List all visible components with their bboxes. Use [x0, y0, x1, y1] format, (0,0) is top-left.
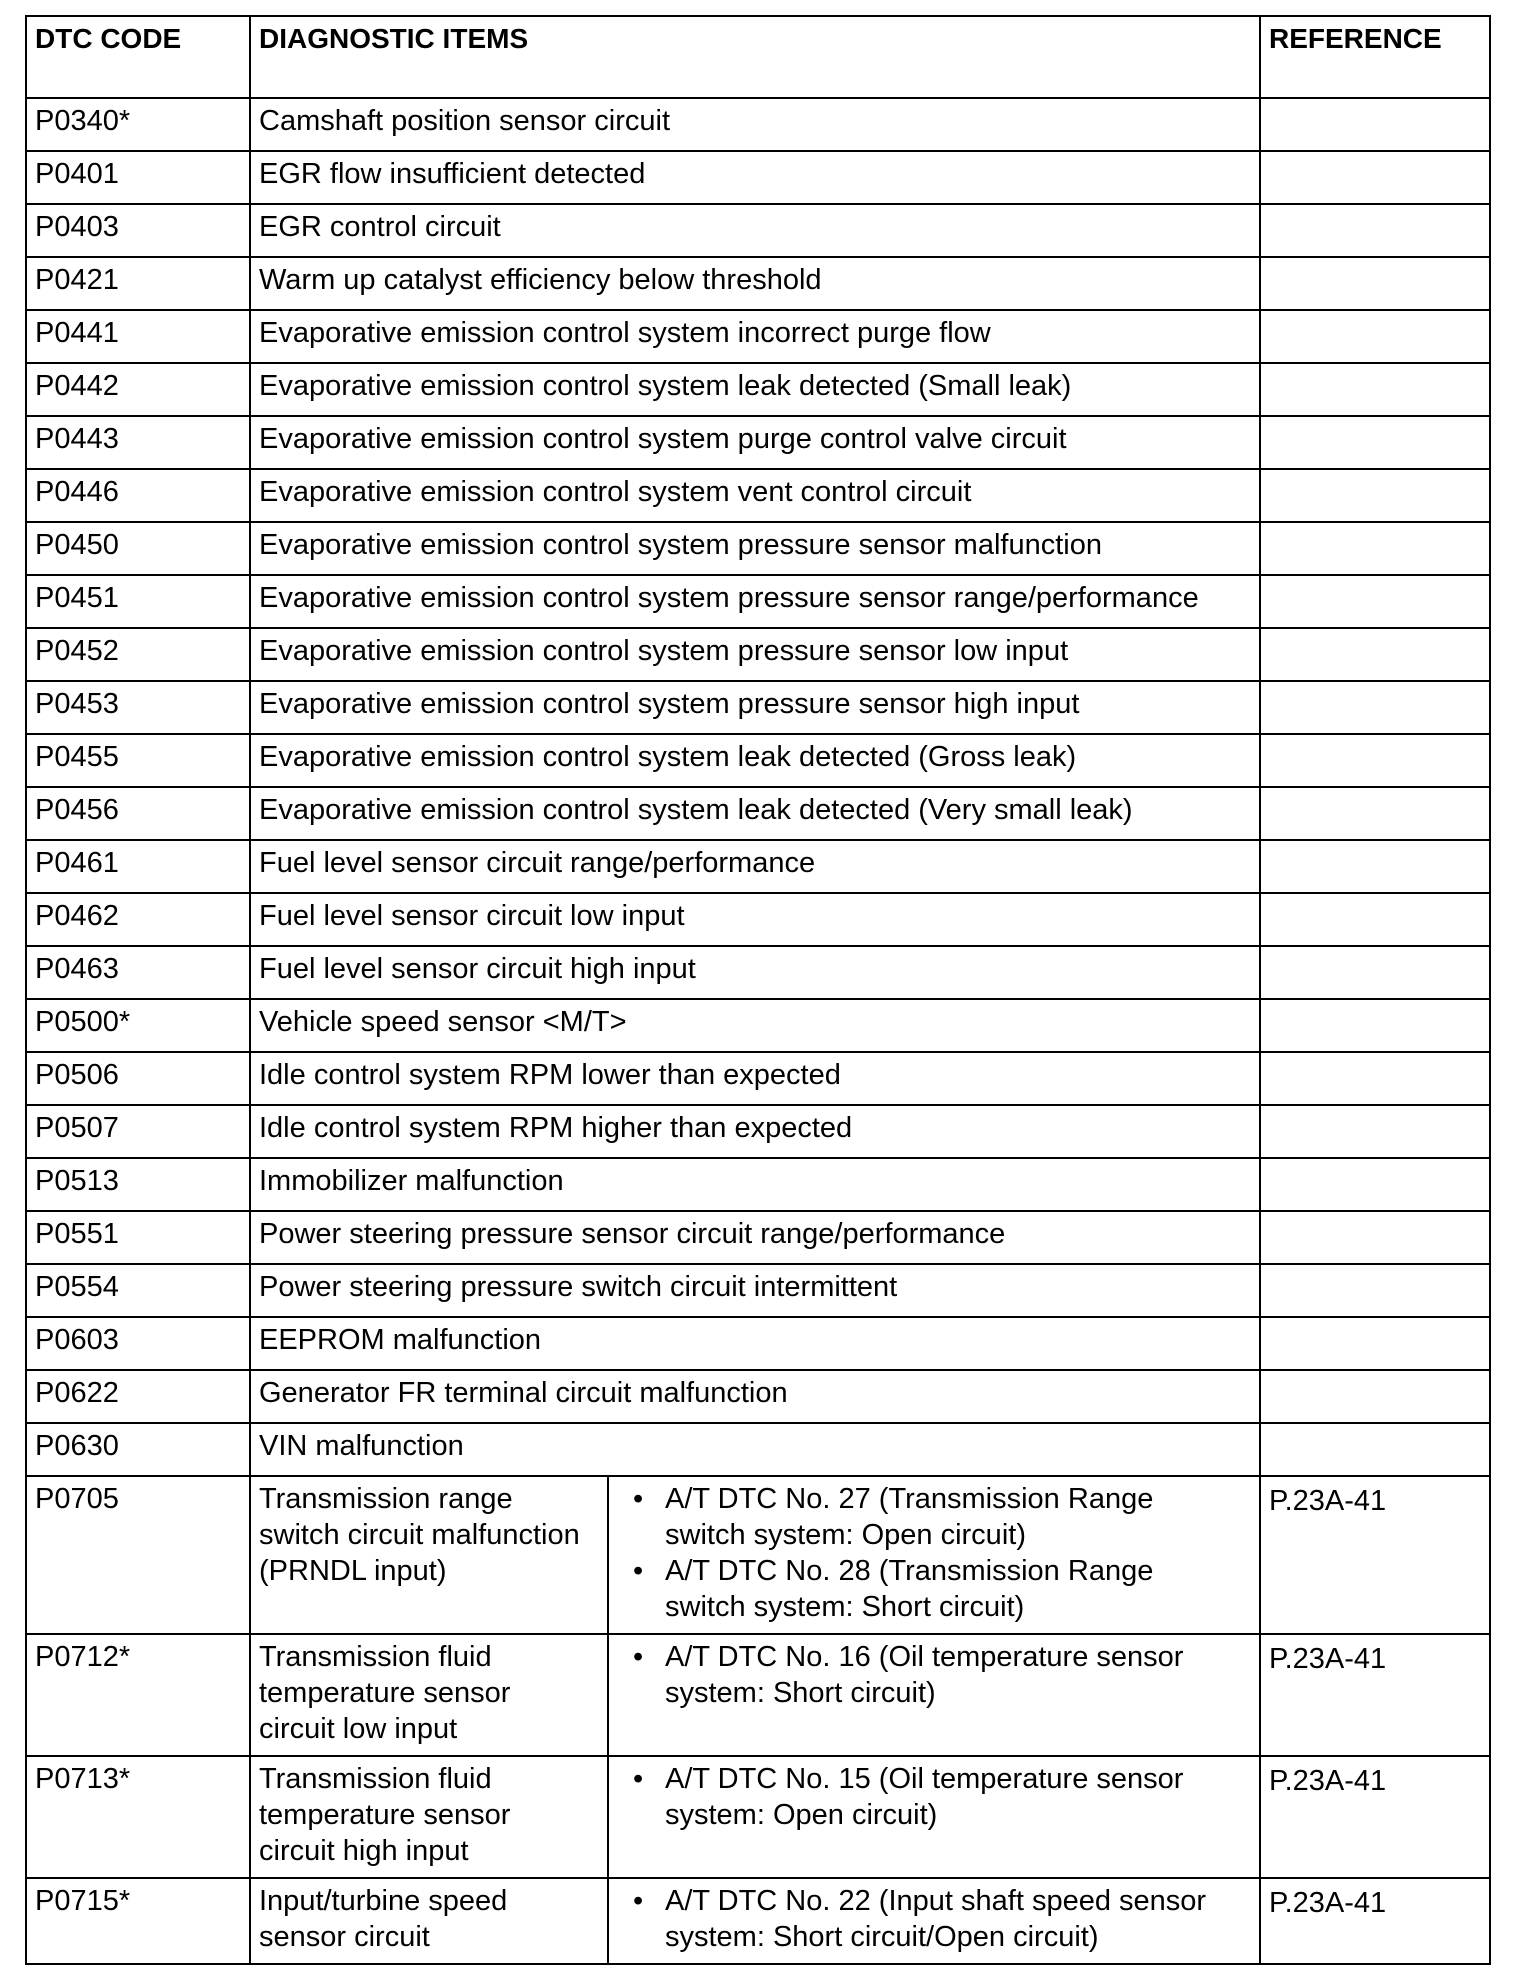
table-row — [26, 469, 1490, 522]
dtc-code-cell: P0705 — [26, 1476, 250, 1634]
table-row — [26, 1317, 1490, 1370]
table-row — [26, 257, 1490, 310]
dtc-code-cell: P0500* — [26, 999, 250, 1052]
dtc-code-cell: P0513 — [26, 1158, 250, 1211]
diagnostic-item-cell — [250, 1756, 608, 1878]
table-row — [26, 1211, 1490, 1264]
item-line: temperature sensor — [259, 1677, 511, 1709]
note-item — [617, 1553, 1251, 1625]
diagnostic-item-cell: Power steering pressure switch circuit intermittent — [250, 1264, 1260, 1317]
note-line: A/T DTC No. 16 (Oil temperature sensor — [665, 1641, 1184, 1673]
note-item — [617, 1639, 1251, 1711]
reference-cell — [1260, 1264, 1490, 1317]
diagnostic-item-cell: EGR flow insufficient detected — [250, 151, 1260, 204]
table-row — [26, 1756, 1490, 1878]
diagnostic-item-cell: Fuel level sensor circuit low input — [250, 893, 1260, 946]
table-row — [26, 1052, 1490, 1105]
note-item — [617, 1761, 1251, 1833]
table-row — [26, 522, 1490, 575]
table-row — [26, 98, 1490, 151]
note-line: switch system: Short circuit) — [665, 1591, 1025, 1623]
reference-cell — [1260, 1370, 1490, 1423]
diagnostic-item-cell: Idle control system RPM higher than expected — [250, 1105, 1260, 1158]
reference-cell — [1260, 1317, 1490, 1370]
header-diagnostic-items: DIAGNOSTIC ITEMS — [250, 16, 1260, 98]
at-dtc-notes — [617, 1883, 1251, 1955]
at-dtc-notes — [617, 1761, 1251, 1833]
reference-cell — [1260, 734, 1490, 787]
bullet-icon: • — [633, 1885, 644, 1917]
diagnostic-item-cell: Vehicle speed sensor <M/T> — [250, 999, 1260, 1052]
table-row — [26, 946, 1490, 999]
header-row — [26, 16, 1490, 98]
table-row — [26, 204, 1490, 257]
diagnostic-item-cell: Idle control system RPM lower than expected — [250, 1052, 1260, 1105]
reference-cell — [1260, 628, 1490, 681]
table-row — [26, 1878, 1490, 1964]
table-row — [26, 1476, 1490, 1634]
table-row — [26, 787, 1490, 840]
reference-cell — [1260, 522, 1490, 575]
reference-cell — [1260, 840, 1490, 893]
table-row — [26, 1370, 1490, 1423]
table-row — [26, 575, 1490, 628]
reference-cell — [1260, 575, 1490, 628]
note-line: A/T DTC No. 15 (Oil temperature sensor — [665, 1763, 1184, 1795]
at-dtc-cell — [608, 1878, 1260, 1964]
dtc-code-cell: P0715* — [26, 1878, 250, 1964]
diagnostic-item-cell: EEPROM malfunction — [250, 1317, 1260, 1370]
dtc-code-cell: P0622 — [26, 1370, 250, 1423]
diagnostic-item-cell: Fuel level sensor circuit range/performance — [250, 840, 1260, 893]
reference-cell — [1260, 1158, 1490, 1211]
reference-cell: P.23A-41 — [1260, 1756, 1490, 1878]
diagnostic-item-cell: Evaporative emission control system leak detected (Gross leak) — [250, 734, 1260, 787]
item-line: Input/turbine speed — [259, 1885, 508, 1917]
dtc-code-cell: P0507 — [26, 1105, 250, 1158]
diagnostic-item-cell: Evaporative emission control system pressure sensor high input — [250, 681, 1260, 734]
reference-cell: P.23A-41 — [1260, 1634, 1490, 1756]
reference-cell: P.23A-41 — [1260, 1476, 1490, 1634]
diagnostic-item-cell: Evaporative emission control system leak detected (Small leak) — [250, 363, 1260, 416]
item-line: sensor circuit — [259, 1921, 430, 1953]
diagnostic-item-cell — [250, 1878, 608, 1964]
dtc-code-cell: P0451 — [26, 575, 250, 628]
bullet-icon: • — [633, 1763, 644, 1795]
dtc-code-cell: P0713* — [26, 1756, 250, 1878]
diagnostic-item-cell: Evaporative emission control system leak detected (Very small leak) — [250, 787, 1260, 840]
diagnostic-item-cell: VIN malfunction — [250, 1423, 1260, 1476]
reference-cell — [1260, 204, 1490, 257]
item-line: Transmission range — [259, 1483, 513, 1515]
note-item — [617, 1481, 1251, 1553]
item-line: circuit low input — [259, 1713, 458, 1745]
diagnostic-item-cell: Evaporative emission control system incorrect purge flow — [250, 310, 1260, 363]
item-line: (PRNDL input) — [259, 1555, 447, 1587]
item-line: temperature sensor — [259, 1799, 511, 1831]
dtc-code-cell: P0453 — [26, 681, 250, 734]
dtc-code-cell: P0455 — [26, 734, 250, 787]
reference-cell — [1260, 893, 1490, 946]
note-line: system: Open circuit) — [665, 1799, 938, 1831]
table-row — [26, 1423, 1490, 1476]
dtc-code-cell: P0450 — [26, 522, 250, 575]
item-line: Transmission fluid — [259, 1763, 492, 1795]
diagnostic-item-cell: Camshaft position sensor circuit — [250, 98, 1260, 151]
table-row — [26, 1634, 1490, 1756]
table-row — [26, 1158, 1490, 1211]
reference-cell — [1260, 416, 1490, 469]
item-line: circuit high input — [259, 1835, 469, 1867]
diagnostic-item-cell: Immobilizer malfunction — [250, 1158, 1260, 1211]
table-row — [26, 893, 1490, 946]
table-row — [26, 310, 1490, 363]
diagnostic-item-cell: Evaporative emission control system pressure sensor malfunction — [250, 522, 1260, 575]
dtc-code-cell: P0551 — [26, 1211, 250, 1264]
at-dtc-notes — [617, 1481, 1251, 1625]
note-item — [617, 1883, 1251, 1955]
dtc-code-cell: P0452 — [26, 628, 250, 681]
diagnostic-item-cell — [250, 1634, 608, 1756]
diagnostic-item-cell: Evaporative emission control system purge control valve circuit — [250, 416, 1260, 469]
reference-cell — [1260, 1105, 1490, 1158]
dtc-code-cell: P0712* — [26, 1634, 250, 1756]
dtc-code-cell: P0630 — [26, 1423, 250, 1476]
reference-cell — [1260, 1211, 1490, 1264]
table-row — [26, 628, 1490, 681]
dtc-code-cell: P0442 — [26, 363, 250, 416]
dtc-code-cell: P0401 — [26, 151, 250, 204]
note-line: system: Short circuit/Open circuit) — [665, 1921, 1099, 1953]
table-row — [26, 840, 1490, 893]
note-line: A/T DTC No. 28 (Transmission Range — [665, 1555, 1154, 1587]
header-dtc-code: DTC CODE — [26, 16, 250, 98]
diagnostic-item-cell: Evaporative emission control system vent control circuit — [250, 469, 1260, 522]
dtc-code-cell: P0421 — [26, 257, 250, 310]
table-row — [26, 999, 1490, 1052]
reference-cell — [1260, 98, 1490, 151]
note-line: switch system: Open circuit) — [665, 1519, 1026, 1551]
dtc-code-cell: P0441 — [26, 310, 250, 363]
dtc-code-cell: P0403 — [26, 204, 250, 257]
note-line: A/T DTC No. 22 (Input shaft speed sensor — [665, 1885, 1207, 1917]
diagnostic-item-cell: Evaporative emission control system pressure sensor low input — [250, 628, 1260, 681]
note-line: A/T DTC No. 27 (Transmission Range — [665, 1483, 1154, 1515]
reference-cell: P.23A-41 — [1260, 1878, 1490, 1964]
bullet-icon: • — [633, 1555, 644, 1587]
dtc-code-cell: P0446 — [26, 469, 250, 522]
table-row — [26, 681, 1490, 734]
reference-cell — [1260, 363, 1490, 416]
at-dtc-cell — [608, 1756, 1260, 1878]
table-row — [26, 1264, 1490, 1317]
item-line: Transmission fluid — [259, 1641, 492, 1673]
dtc-code-cell: P0461 — [26, 840, 250, 893]
dtc-code-cell: P0603 — [26, 1317, 250, 1370]
reference-cell — [1260, 946, 1490, 999]
diagnostic-item-cell: Fuel level sensor circuit high input — [250, 946, 1260, 999]
reference-cell — [1260, 999, 1490, 1052]
dtc-code-cell: P0463 — [26, 946, 250, 999]
table-row — [26, 1105, 1490, 1158]
reference-cell — [1260, 257, 1490, 310]
dtc-code-cell: P0554 — [26, 1264, 250, 1317]
note-line: system: Short circuit) — [665, 1677, 936, 1709]
table-row — [26, 416, 1490, 469]
dtc-code-cell: P0443 — [26, 416, 250, 469]
reference-cell — [1260, 310, 1490, 363]
reference-cell — [1260, 1052, 1490, 1105]
at-dtc-notes — [617, 1639, 1251, 1711]
dtc-code-cell: P0506 — [26, 1052, 250, 1105]
diagnostic-item-cell: Warm up catalyst efficiency below threshold — [250, 257, 1260, 310]
reference-cell — [1260, 469, 1490, 522]
dtc-table — [25, 15, 1491, 1965]
table-row — [26, 363, 1490, 416]
item-line: switch circuit malfunction — [259, 1519, 580, 1551]
diagnostic-item-cell: EGR control circuit — [250, 204, 1260, 257]
bullet-icon: • — [633, 1641, 644, 1673]
diagnostic-item-cell: Power steering pressure sensor circuit range/performance — [250, 1211, 1260, 1264]
at-dtc-cell — [608, 1634, 1260, 1756]
diagnostic-item-cell — [250, 1476, 608, 1634]
reference-cell — [1260, 1423, 1490, 1476]
bullet-icon: • — [633, 1483, 644, 1515]
dtc-code-cell: P0462 — [26, 893, 250, 946]
header-reference: REFERENCE — [1260, 16, 1490, 98]
table-row — [26, 734, 1490, 787]
reference-cell — [1260, 787, 1490, 840]
reference-cell — [1260, 151, 1490, 204]
diagnostic-item-cell: Generator FR terminal circuit malfunction — [250, 1370, 1260, 1423]
dtc-code-cell: P0456 — [26, 787, 250, 840]
table-row — [26, 151, 1490, 204]
reference-cell — [1260, 681, 1490, 734]
at-dtc-cell — [608, 1476, 1260, 1634]
dtc-code-cell: P0340* — [26, 98, 250, 151]
diagnostic-item-cell: Evaporative emission control system pressure sensor range/performance — [250, 575, 1260, 628]
